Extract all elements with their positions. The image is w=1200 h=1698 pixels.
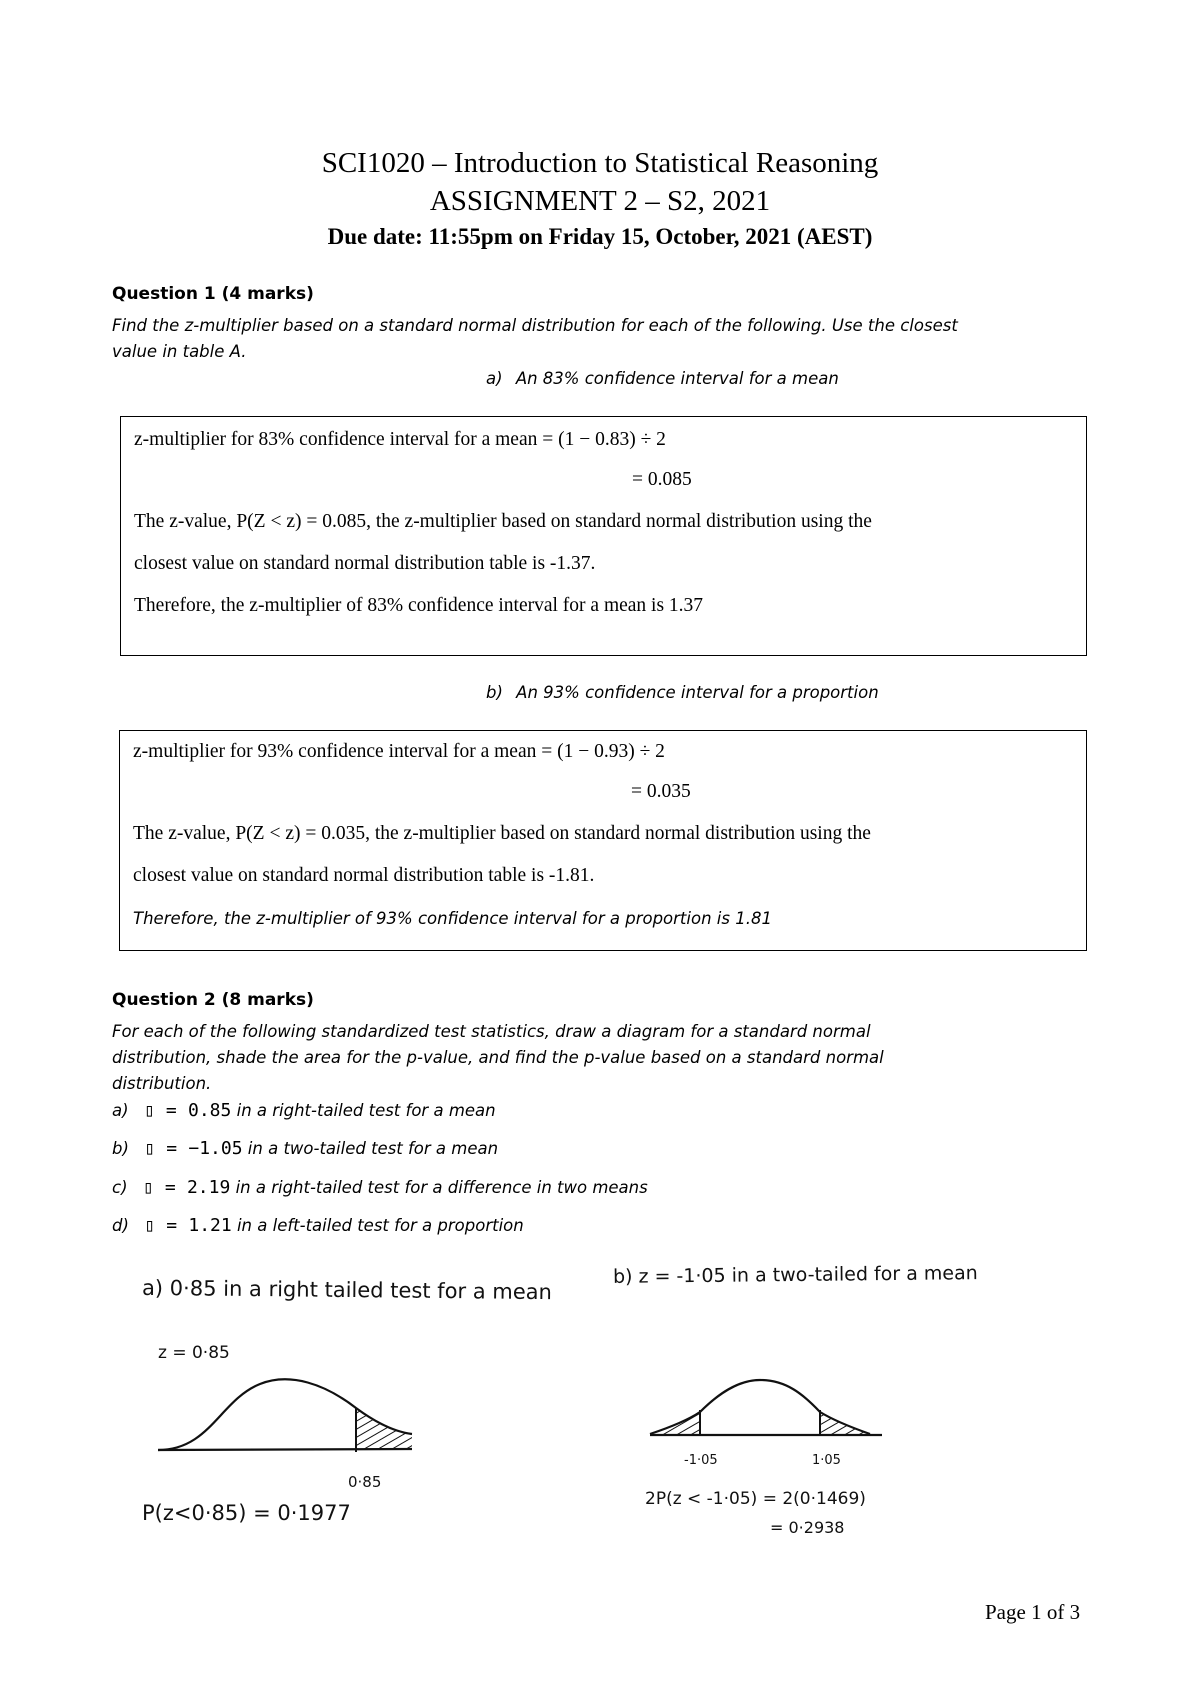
question2-instruction-line3: distribution. [112,1074,212,1093]
hand-b-caption: b) z = -1·05 in a two-tailed for a mean [612,1262,978,1288]
hand-a-normal-curve [150,1370,430,1470]
q2-item-a-symbol: ▯ [143,1100,155,1121]
hand-b-result-line2: = 0·2938 [770,1518,845,1537]
q2-item-b-label: b) [112,1139,129,1158]
hand-b-tick-right: 1·05 [812,1453,841,1468]
q2-item-a [112,1100,496,1121]
q1-part-b [486,683,879,702]
question2-heading: Question 2 (8 marks) [112,990,314,1010]
question1-instruction-line1: Find the z-multiplier based on a standard normal distribution for each of the following. Use the closest [112,316,958,335]
hand-a-z-label: z = 0·85 [158,1343,230,1363]
question2-instruction-line1: For each of the following standardized test statistics, draw a diagram for a standard normal [112,1022,871,1041]
hand-b-tick-left: -1·05 [684,1453,718,1468]
q2-item-b-value: −1.05 [188,1138,243,1159]
q1b-answer-line4: closest value on standard normal distribution table is -1.81. [133,865,595,886]
q2-item-c-label: c) [112,1178,128,1197]
q2-item-d-text: in a left-tailed test for a proportion [236,1216,524,1235]
q2-item-d-eq: = [166,1215,178,1236]
q2-item-d-label: d) [112,1216,129,1235]
hand-b-normal-curve [648,1370,888,1450]
q2-item-c-value: 2.19 [186,1177,231,1198]
due-date: Due date: 11:55pm on Friday 15, October, 2021 (AEST) [327,224,873,249]
q2-item-b-symbol: ▯ [144,1138,156,1159]
q1-part-b-label: b) [486,683,503,702]
q2-item-a-value: 0.85 [188,1100,232,1121]
q2-item-c-text: in a right-tailed test for a difference in two means [235,1178,648,1197]
q2-item-c-symbol: ▯ [142,1177,154,1198]
q1a-answer-line1: z-multiplier for 83% confidence interval for a mean = (1 − 0.83) ÷ 2 [134,429,666,450]
q1a-answer-line2: = 0.085 [632,469,692,490]
q2-item-c-eq: = [164,1177,176,1198]
q1b-answer-line2: = 0.035 [631,781,691,802]
question2-instruction-line2: distribution, shade the area for the p-value, and find the p-value based on a standard normal [112,1048,884,1067]
q2-item-d [112,1215,524,1236]
q1b-answer-line1: z-multiplier for 93% confidence interval for a mean = (1 − 0.93) ÷ 2 [133,741,665,762]
q1a-answer-line5: Therefore, the z-multiplier of 83% confidence interval for a mean is 1.37 [134,595,704,616]
q1a-answer-line4: closest value on standard normal distribution table is -1.37. [134,553,596,574]
hand-b-result-line1: 2P(z < -1·05) = 2(0·1469) [645,1489,866,1509]
hand-a-caption: a) 0·85 in a right tailed test for a mean [141,1275,553,1305]
q1a-answer-box [120,416,1087,656]
q2-item-a-text: in a right-tailed test for a mean [236,1101,496,1120]
q2-item-a-label: a) [112,1101,129,1120]
q2-item-b-text: in a two-tailed test for a mean [247,1139,499,1158]
q2-item-d-value: 1.21 [188,1215,232,1236]
q2-item-d-symbol: ▯ [144,1215,156,1236]
q1b-answer-line3: The z-value, P(Z < z) = 0.035, the z-multiplier based on standard normal distribution using the [133,823,871,844]
assignment-title: ASSIGNMENT 2 – S2, 2021 [429,185,771,217]
q2-item-c [112,1177,648,1198]
q1b-answer-box [119,730,1087,951]
question1-heading: Question 1 (4 marks) [112,284,314,304]
q1-part-a [486,369,839,388]
q1b-answer-line5: Therefore, the z-multiplier of 93% confidence interval for a proportion is 1.81 [133,909,772,928]
q1a-answer-line3: The z-value, P(Z < z) = 0.085, the z-multiplier based on standard normal distribution using the [134,511,872,532]
hand-a-result: P(z<0·85) = 0·1977 [142,1501,351,1525]
hand-a-tick-label: 0·85 [348,1473,382,1491]
question1-instruction-line2: value in table A. [112,342,247,361]
page-number: Page 1 of 3 [985,1600,1081,1624]
q2-item-b-eq: = [166,1138,178,1159]
q2-item-b [112,1138,498,1159]
q2-item-a-eq: = [165,1100,177,1121]
q1-part-a-text: An 83% confidence interval for a mean [515,369,839,388]
q1-part-b-text: An 93% confidence interval for a proportion [516,683,879,702]
course-title: SCI1020 – Introduction to Statistical Reasoning [321,147,879,179]
q1-part-a-label: a) [486,369,503,388]
